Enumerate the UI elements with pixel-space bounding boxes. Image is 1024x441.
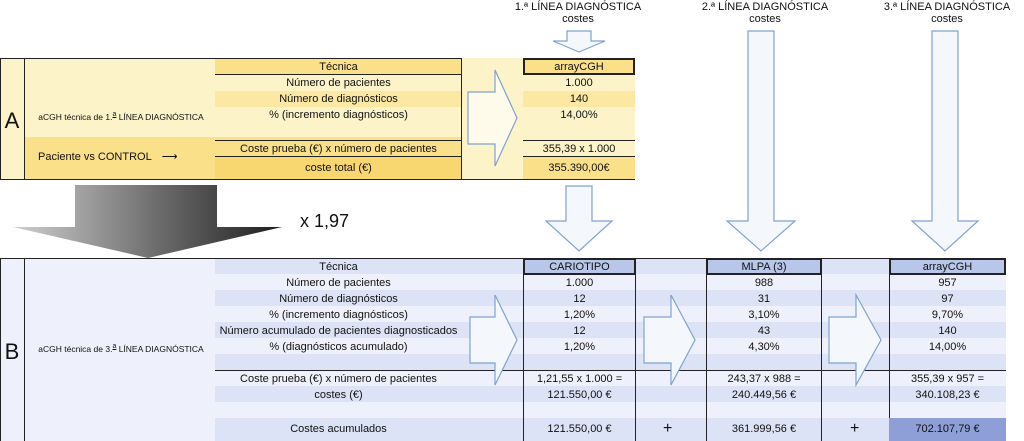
cariotipo-value: 121.550,00 € bbox=[547, 389, 612, 401]
section-a-value: 1.000 bbox=[565, 77, 593, 89]
column-header-2: 2.ª LÍNEA DIAGNÓSTICA costes bbox=[701, 1, 829, 25]
section-a-description: aCGH técnica de 1.$^a$ LÍNEA DIAGNÓSTICA bbox=[38, 111, 204, 122]
paciente-vs-control: Paciente vs CONTROL ⟶ bbox=[38, 151, 178, 163]
section-b-label: Número de pacientes bbox=[286, 277, 391, 289]
down-arrow-icon bbox=[912, 31, 978, 251]
section-a-label: Número de diagnósticos bbox=[279, 93, 398, 105]
arraycgh-value: 97 bbox=[941, 293, 954, 305]
right-arrow-icon bbox=[644, 295, 695, 385]
mlpa-value: 361.999,56 € bbox=[731, 423, 797, 435]
mlpa-value: 240.449,56 € bbox=[731, 389, 797, 401]
mlpa-value: 243,37 x 988 = bbox=[727, 373, 801, 385]
mlpa-value: 3,10% bbox=[748, 309, 780, 321]
right-arrow-icon bbox=[468, 70, 517, 166]
mlpa-value: 988 bbox=[754, 277, 774, 289]
cariotipo-value: 12 bbox=[573, 293, 586, 305]
down-arrow-icon bbox=[546, 186, 612, 251]
column-header-1: 1.ª LÍNEA DIAGNÓSTICA costes bbox=[514, 1, 642, 25]
section-b-letter: B bbox=[4, 339, 20, 364]
section-b-label: Costes acumulados bbox=[290, 423, 387, 435]
big-down-arrow-icon bbox=[13, 185, 282, 258]
cariotipo-value: 1.000 bbox=[565, 277, 594, 289]
column-header-3: 3.ª LÍNEA DIAGNÓSTICA costes bbox=[883, 1, 1011, 25]
section-b-label: % (incremento diagnósticos) bbox=[269, 309, 408, 321]
section-b-label: % (diagnósticos acumulado) bbox=[269, 341, 408, 353]
cariotipo-value: 1,20% bbox=[563, 309, 596, 321]
arraycgh-value: 9,70% bbox=[931, 309, 964, 321]
cariotipo-header: CARIOTIPO bbox=[549, 261, 610, 273]
section-a-label: Número de pacientes bbox=[286, 77, 391, 89]
cariotipo-value: 1,21,55 x 1.000 = bbox=[536, 373, 623, 385]
mlpa-header: MLPA (3) bbox=[741, 261, 787, 273]
section-a-value: 355,39 x 1.000 bbox=[542, 143, 616, 155]
down-arrow-icon bbox=[553, 31, 605, 52]
section-a-value: 14,00% bbox=[560, 109, 598, 121]
cariotipo-value: 12 bbox=[573, 325, 586, 337]
section-a-letter: A bbox=[4, 108, 20, 133]
section-a-label: Coste prueba (€) x número de pacientes bbox=[240, 143, 437, 155]
mlpa-value: 43 bbox=[757, 325, 771, 337]
section-a-value: 355.390,00€ bbox=[548, 162, 610, 174]
section-b-label: Número de diagnósticos bbox=[279, 293, 398, 305]
mlpa-value: 31 bbox=[757, 293, 771, 305]
section-b-description: aCGH técnica de 3.$^a$ LÍNEA DIAGNÓSTICA bbox=[38, 343, 204, 354]
section-a-label: % (incremento diagnósticos) bbox=[269, 109, 408, 121]
multiplier-label: x 1,97 bbox=[300, 211, 350, 231]
plus-icon: + bbox=[850, 420, 860, 437]
arraycgh-value: 355,39 x 957 = bbox=[910, 373, 985, 385]
section-a-label: Técnica bbox=[319, 61, 358, 73]
right-arrow-icon bbox=[470, 295, 517, 385]
arraycgh-value: 14,00% bbox=[928, 341, 967, 353]
section-a-value: 140 bbox=[569, 93, 589, 105]
arraycgh-value: 702.107,79 € bbox=[915, 423, 980, 435]
right-arrow-icon bbox=[829, 295, 881, 385]
arraycgh-value: 140 bbox=[938, 325, 957, 337]
down-arrow-icon bbox=[727, 31, 795, 251]
right-arrow-icon: ⟶ bbox=[161, 151, 178, 163]
section-b-label: costes (€) bbox=[314, 389, 363, 401]
section-a-value: arrayCGH bbox=[554, 61, 604, 73]
plus-icon: + bbox=[663, 420, 673, 437]
arraycgh-value: 340.108,23 € bbox=[915, 389, 980, 401]
section-b-label: Coste prueba (€) x número de pacientes bbox=[240, 373, 437, 385]
mlpa-value: 4,30% bbox=[748, 341, 780, 353]
arraycgh-header: arrayCGH bbox=[922, 261, 973, 273]
arraycgh-value: 957 bbox=[938, 277, 957, 289]
cariotipo-value: 121.550,00 € bbox=[547, 423, 612, 435]
section-b-label: Número acumulado de pacientes diagnosticados bbox=[219, 325, 458, 337]
cariotipo-value: 1,20% bbox=[563, 341, 596, 353]
section-a-label: coste total (€) bbox=[305, 162, 372, 174]
section-b-label: Técnica bbox=[319, 261, 358, 273]
